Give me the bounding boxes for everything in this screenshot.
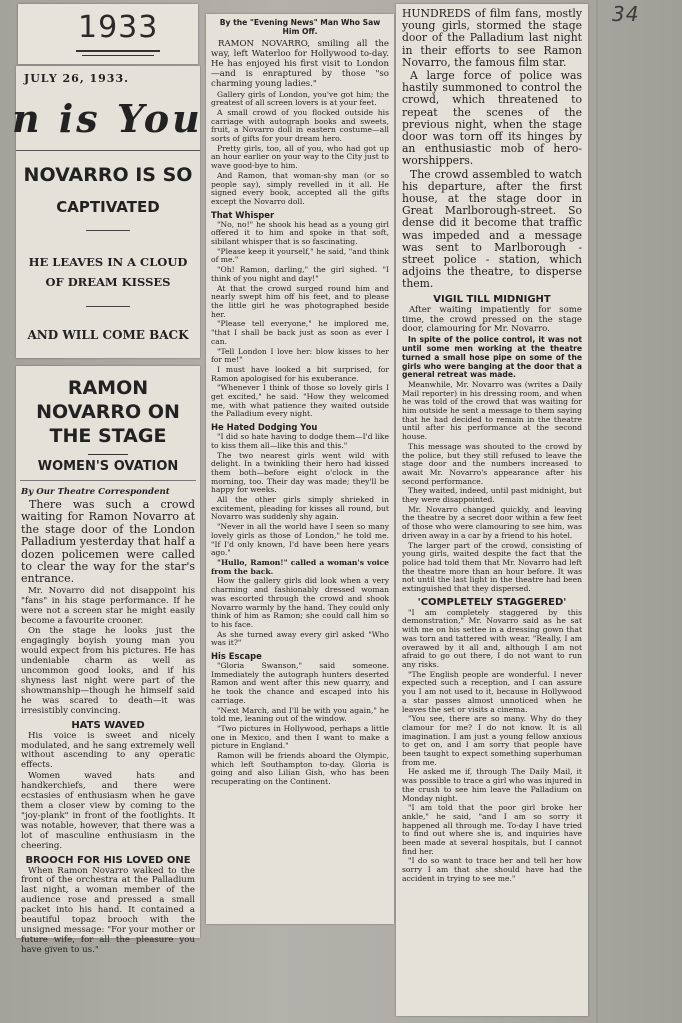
headline-1: NOVARRO IS SO: [23, 164, 193, 186]
subhead-brooch: BROOCH FOR HIS LOVED ONE: [25, 854, 191, 866]
paragraph: "Please tell everyone," he implored me, "that I shall be back just as soon as ever I can.: [211, 319, 389, 346]
subhead-vigil: VIGIL TILL MIDNIGHT: [433, 293, 551, 305]
paragraph: In spite of the police control, it was not until some men working at the theatre turned a small hose pipe on some of the girls who were banging at the door that a general retreat was made.: [402, 335, 582, 380]
headline-rule: [16, 150, 200, 151]
paragraph: "You see, there are so many. Why do they clamour for me? I do not know. It is all imagination. I am just a young fellow anxious to get on, and I am sorry that people have been taught to expect something superhuman from me.: [402, 714, 582, 767]
paragraph: "Whenever I think of those so lovely girls I get excited," he said. "How they welcomed me, with what patience they waited outside the Palladium every night.: [211, 383, 389, 419]
date-line: JULY 26, 1933.: [24, 72, 129, 85]
deck-rule: [86, 230, 130, 231]
paragraph: All the other girls simply shrieked in excitement, pleading for kisses all round, but Novarro was suddenly shy again.: [211, 495, 389, 522]
article-title: RAMON NOVARRO ON THE STAGE: [36, 377, 180, 447]
paragraph: "No, no!" he shook his head as a young girl offered it to him and spoke in that soft, sibilant whisper that is so fascinating.: [211, 219, 389, 247]
paragraph: They waited, indeed, until past midnight, but they were disappointed.: [402, 486, 582, 505]
paragraph: "I am completely staggered by this demonstration," Mr. Novarro said as he sat with me on his settee in a dressing gown that was torn and tattered with wear. "Really, I am overawed by it all and, although I am not afraid to go out there, I do not want to run any risks.: [402, 607, 582, 669]
paragraph: Meanwhile, Mr. Novarro was (writes a Daily Mail reporter) in his dressing room, and when he was told of the crowd that was waiting for him outside he sent a message to them saying that he had decided to remain in the theatre until after his performance at the second house.: [402, 379, 582, 442]
lead-paragraph: RAMON NOVARRO, smiling all the way, left Waterloo for Hollywood to-day. He has enjoyed his first visit to London—and is enraptured by those "so charming young ladies.": [211, 39, 389, 89]
lead-paragraph: HUNDREDS of film fans, mostly young girls, stormed the stage door of the Palladium last night in their efforts to see Ramon Novarro, the famous film star.: [402, 7, 582, 69]
paragraph: And Ramon, that woman-shy man (or so people say), simply revelled in it all. He signed every book, accepted all the gifts except the Novarro doll.: [211, 170, 389, 206]
article-deck: WOMEN'S OVATION: [37, 459, 179, 474]
deck-1: HE LEAVES IN A CLOUD OF DREAM KISSES: [28, 255, 188, 289]
byline: By the "Evening News" Man Who Saw Him Off.: [219, 18, 381, 36]
stage-article-clipping: [16, 366, 200, 955]
paragraph: "Hullo, Ramon!" called a woman's voice from the back.: [211, 557, 389, 576]
paragraph: His voice is sweet and nicely modulated, and he sang extremely well without ascending to any operatic effects.: [21, 730, 195, 771]
page-number-annotation: 34: [612, 2, 640, 26]
subhead-staggered: 'COMPLETELY STAGGERED': [417, 596, 567, 608]
year-clipping: [18, 4, 198, 64]
page-edge-shadow: [596, 0, 598, 1023]
title-rule: [88, 454, 128, 455]
paragraph: When Ramon Novarro walked to the front of the orchestra at the Palladium last night, a woman member of the audience rose and pressed a small packet into his hand. It contained a beautiful topaz brooch with the unsigned message: "For your mother or future wife, for all the pleasure you have given to us.": [21, 865, 195, 955]
paragraph: "Never in all the world have I seen so many lovely girls as those of London," he told me. "If I'd only known, I'd have been here years ago.": [211, 522, 389, 558]
year-underline: [76, 50, 160, 52]
daily-mail-clipping: [396, 4, 588, 1016]
paragraph: On the stage he looks just the engagingly boyish young man you would expect from his pictures. He has undeniable charm as well as uncommon good looks, and if his shyness last night were part of the showmanship—though he himself said he was scared to death—it was irresistibly convincing.: [21, 626, 195, 716]
paragraph: A large force of police was hastily summoned to control the crowd, which threatened to repeat the scenes of the previous night, when the stage door was torn off its hinges by an enthusiastic mob of hero-worshippers.: [402, 69, 582, 168]
year-underline-2: [82, 55, 154, 56]
paragraph: "Gloria Swanson," said someone. Immediately the autograph hunters deserted Ramon and went after this new quarry, and he took the chance and escaped into his carriage.: [211, 661, 389, 705]
subhead-hats-waved: HATS WAVED: [71, 719, 145, 731]
deck-rule-2: [86, 306, 130, 307]
paragraph: Mr. Novarro changed quickly, and leaving the theatre by a secret door within a few feet of those who were clamouring to see him, was driven away in a car by a friend to his hotel.: [402, 504, 582, 540]
paragraph: The crowd assembled to watch his departure, after the first house, at the stage door in Great Marlborough-street. So dense did it become that traffic was impeded and a message was sent to Marlborough - street police - station, which adjoins the theatre, to disperse them.: [402, 167, 582, 291]
paragraph: Ramon will be friends aboard the Olympic, which left Southampton to-day. Gloria is going and also Lilian Gish, who has been recuperating on the Continent.: [211, 751, 389, 787]
date-headline-clipping: [12, 66, 203, 358]
paragraph: Mr. Novarro did not disappoint his "fans" in his stage performance. If he were not a screen star he might easily become a favourite crooner.: [21, 585, 195, 626]
paragraph: "I do so want to trace her and tell her how sorry I am that she should have had the accident in trying to see me.": [402, 856, 582, 883]
paragraph: "The English people are wonderful. I never expected such a reception, and I can assure you I am not used to it, because in Hollywood a star passes almost unnoticed when he leaves the set or visits a cinema.: [402, 669, 582, 714]
handwritten-year: 1933: [78, 10, 159, 45]
paragraph: How the gallery girls did look when a very charming and fashionably dressed woman was escorted through the crowd and shook Novarro warmly by the hand. They could only think of him as Ramon; she could call him so to his face.: [211, 576, 389, 629]
paragraph: Gallery girls of London, you've got him; the greatest of all screen lovers is at your feet.: [211, 89, 389, 108]
paragraph: A small crowd of you flocked outside his carriage with autograph books and sweets, fruit, a Novarro doll in eastern costume—all sorts of gifts for your dream hero.: [211, 107, 389, 144]
subhead-dodging: He Hated Dodging You: [211, 422, 318, 433]
paragraph: The two nearest girls went wild with delight. In a twinkling their hero had kissed them both—before eight o'clock in the morning, too. Their day was made; they'll be happy for weeks.: [211, 450, 389, 495]
paragraph: Pretty girls, too, all of you, who had got up an hour earlier on your way to the City just to wave good-bye to him.: [211, 143, 389, 171]
paragraph: As she turned away every girl asked "Who was it?": [211, 629, 389, 648]
paragraph: This message was shouted to the crowd by the police, but they still refused to leave the stage door and the numbers increased to await Mr. Novarro's appearance after his second performance.: [402, 441, 582, 486]
paragraph: "I did so hate having to dodge them—I'd like to kiss them all—like this and this.": [211, 432, 389, 450]
headline-2: CAPTIVATED: [56, 198, 160, 216]
paragraph: After waiting impatiently for some time, the crowd pressed on the stage door, clamouring for Mr. Novarro.: [402, 304, 582, 335]
paragraph: "Tell London I love her: blow kisses to her for me!": [211, 346, 389, 365]
deck-divider: [20, 480, 196, 481]
paragraph: "Next March, and I'll be with you again," he told me, leaning out of the window.: [211, 705, 389, 724]
paragraph: He asked me if, through The Daily Mail, it was possible to trace a girl who was injured in the crush to see him leave the Palladium on Monday night.: [402, 767, 582, 803]
evening-news-clipping: [206, 14, 394, 924]
lead-paragraph: There was such a crowd waiting for Ramon Novarro at the stage door of the London Palladium yesterday that half a dozen policemen were called to clear the way for the star's entrance.: [21, 498, 195, 586]
paragraph: Women waved hats and handkerchiefs, and there were ecstasies of enthusiasm when he gave them a closer view by coming to the "joy-plank" in front of the footlights. It was notable, however, that there was a lot of masculine enthusiasm in the cheering.: [21, 771, 195, 851]
deck-2: AND WILL COME BACK: [27, 328, 189, 342]
paragraph: "Two pictures in Hollywood, perhaps a little one in Mexico, and then I want to make a picture in England.": [211, 723, 389, 751]
subhead-escape: His Escape: [211, 651, 262, 662]
byline: By Our Theatre Correspondent: [21, 487, 170, 497]
banner-fragment: n is You: [12, 96, 203, 141]
paragraph: I must have looked a bit surprised, for Ramon apologised for his exuberance.: [211, 364, 389, 383]
paragraph: "Oh! Ramon, darling," the girl sighed. "I think of you night and day!": [211, 265, 389, 283]
paragraph: The larger part of the crowd, consisting of young girls, waited despite the fact that the police had told them that Mr. Novarro had left the theatre more than an hour before. It was not until the last light in the theatre had been extinguished that they dispersed.: [402, 540, 582, 594]
subhead-whisper: That Whisper: [211, 209, 275, 220]
paragraph: "I am told that the poor girl broke her ankle," he said, "and I am so sorry it happened all through me. To-day I have tried to find out where she is, and inquiries have been made at several hospitals, but I cannot find her.: [402, 803, 582, 856]
paragraph: "Please keep it yourself," he said, "and think of me.": [211, 246, 389, 265]
paragraph: At that the crowd surged round him and nearly swept him off his feet, and to please the little girl he was photographed beside her.: [211, 283, 389, 319]
